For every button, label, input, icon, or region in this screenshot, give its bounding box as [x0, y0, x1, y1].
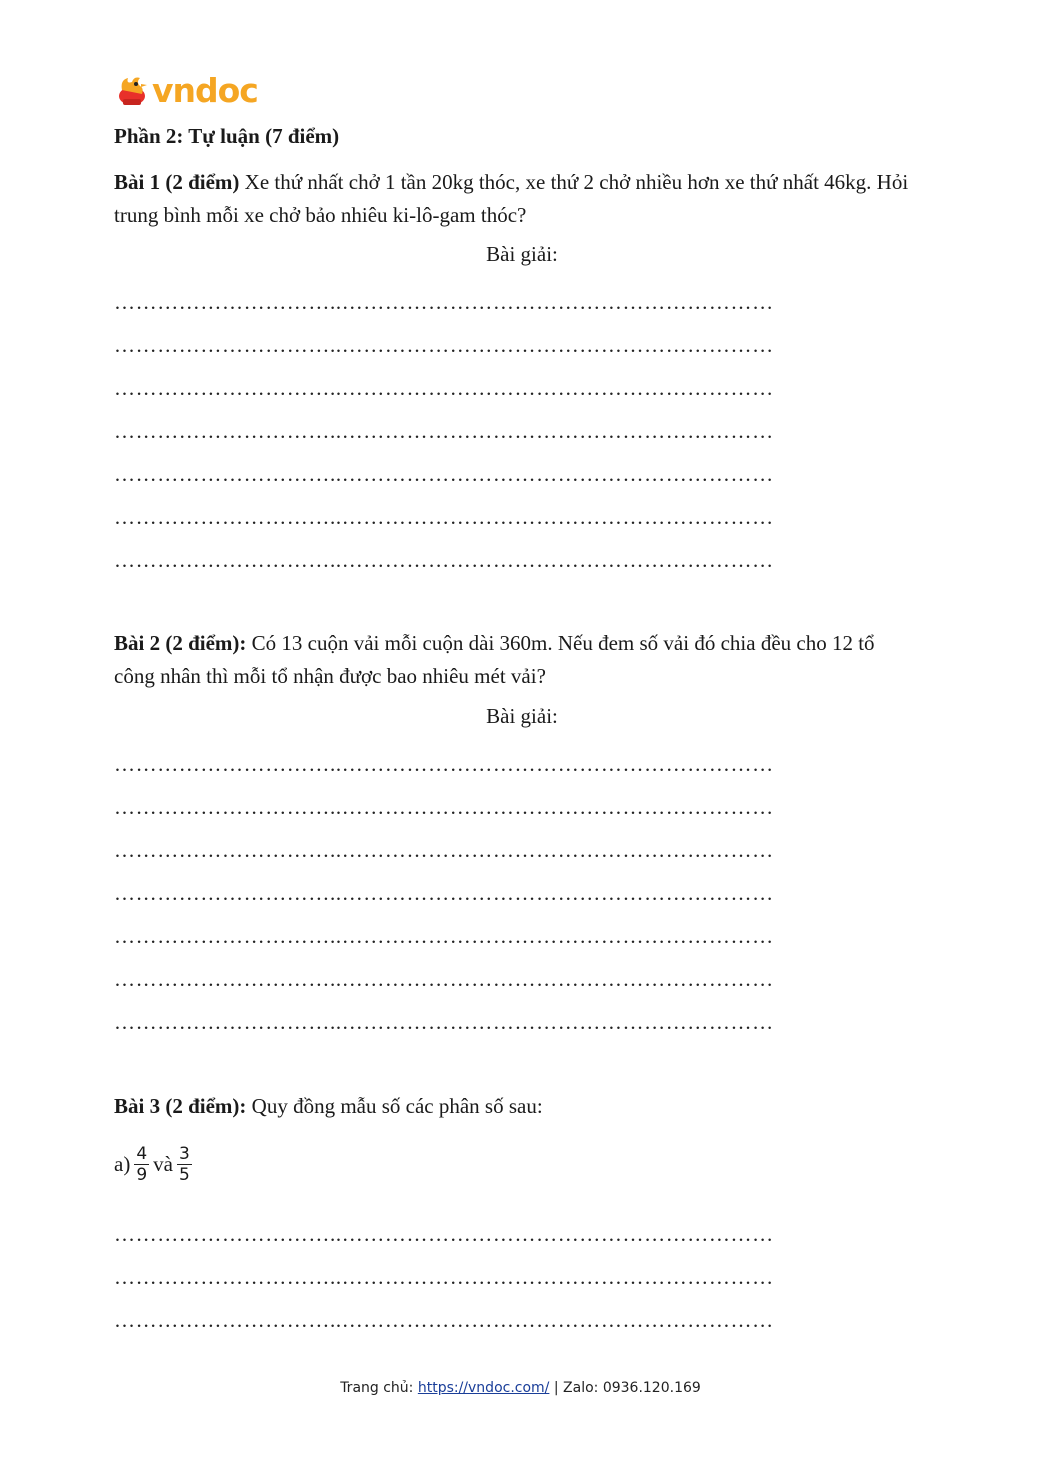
question-2-text: Có 13 cuộn vải mỗi cuộn dài 360m. Nếu đem số vải đó chia đều cho 12 tổ công nhân thì mỗi tổ nhận được bao nhiêu mét vải? [114, 631, 875, 688]
answer-line[interactable]: …………………………..…………………………………………………… [114, 333, 774, 357]
answer-line[interactable]: …………………………..…………………………………………………… [114, 752, 774, 776]
part-a-joiner: và [153, 1152, 173, 1176]
answer-line[interactable]: …………………………..…………………………………………………… [114, 462, 774, 486]
fraction-numerator: 3 [178, 1144, 190, 1164]
answer-line[interactable]: …………………………..…………………………………………………… [114, 548, 774, 572]
fraction-numerator: 4 [136, 1144, 148, 1164]
answer-line[interactable]: …………………………..…………………………………………………… [114, 795, 774, 819]
question-3 [114, 1090, 914, 1123]
answer-line[interactable]: …………………………..…………………………………………………… [114, 376, 774, 400]
fraction-denominator: 9 [136, 1165, 148, 1185]
question-2-label: Bài 2 (2 điểm): [114, 631, 247, 655]
answer-line[interactable]: …………………………..…………………………………………………… [114, 505, 774, 529]
part-a-prefix: a) [114, 1152, 131, 1176]
question-1 [114, 166, 914, 232]
footer-contact: | Zalo: 0936.120.169 [549, 1380, 701, 1396]
rooster-logo-icon [114, 72, 150, 108]
question-1-solution-heading: Bài giải: [486, 242, 558, 266]
page-footer [0, 1380, 1041, 1396]
answer-line[interactable]: …………………………..…………………………………………………… [114, 290, 774, 314]
question-3-label: Bài 3 (2 điểm): [114, 1094, 247, 1118]
answer-line[interactable]: …………………………..…………………………………………………… [114, 924, 774, 948]
vndoc-logo[interactable] [114, 70, 258, 110]
fraction-denominator: 5 [178, 1165, 190, 1185]
section-title: Phần 2: Tự luận (7 điểm) [114, 124, 340, 148]
answer-line[interactable]: …………………………..…………………………………………………… [114, 1265, 774, 1289]
question-1-label: Bài 1 (2 điểm) [114, 170, 240, 194]
question-1-text: Xe thứ nhất chở 1 tần 20kg thóc, xe thứ 2 chở nhiều hơn xe thứ nhất 46kg. Hỏi trung bình mỗi xe chở bảo nhiêu ki-lô-gam thóc? [114, 170, 909, 227]
answer-line[interactable]: …………………………..…………………………………………………… [114, 967, 774, 991]
fraction-3-5 [177, 1144, 192, 1185]
answer-line[interactable]: …………………………..…………………………………………………… [114, 419, 774, 443]
question-2 [114, 627, 914, 693]
homepage-link[interactable]: https://vndoc.com/ [417, 1380, 550, 1396]
question-3-part-a [114, 1144, 196, 1185]
question-3-text: Quy đồng mẫu số các phân số sau: [246, 1094, 543, 1118]
answer-line[interactable]: …………………………..…………………………………………………… [114, 881, 774, 905]
answer-line[interactable]: …………………………..…………………………………………………… [114, 838, 774, 862]
fraction-4-9 [134, 1144, 149, 1185]
answer-line[interactable]: …………………………..…………………………………………………… [114, 1308, 774, 1332]
answer-line[interactable]: …………………………..…………………………………………………… [114, 1222, 774, 1246]
logo-text: vndoc [152, 70, 258, 110]
question-2-solution-heading: Bài giải: [486, 704, 558, 728]
footer-prefix: Trang chủ: [340, 1380, 418, 1396]
answer-line[interactable]: …………………………..…………………………………………………… [114, 1010, 774, 1034]
